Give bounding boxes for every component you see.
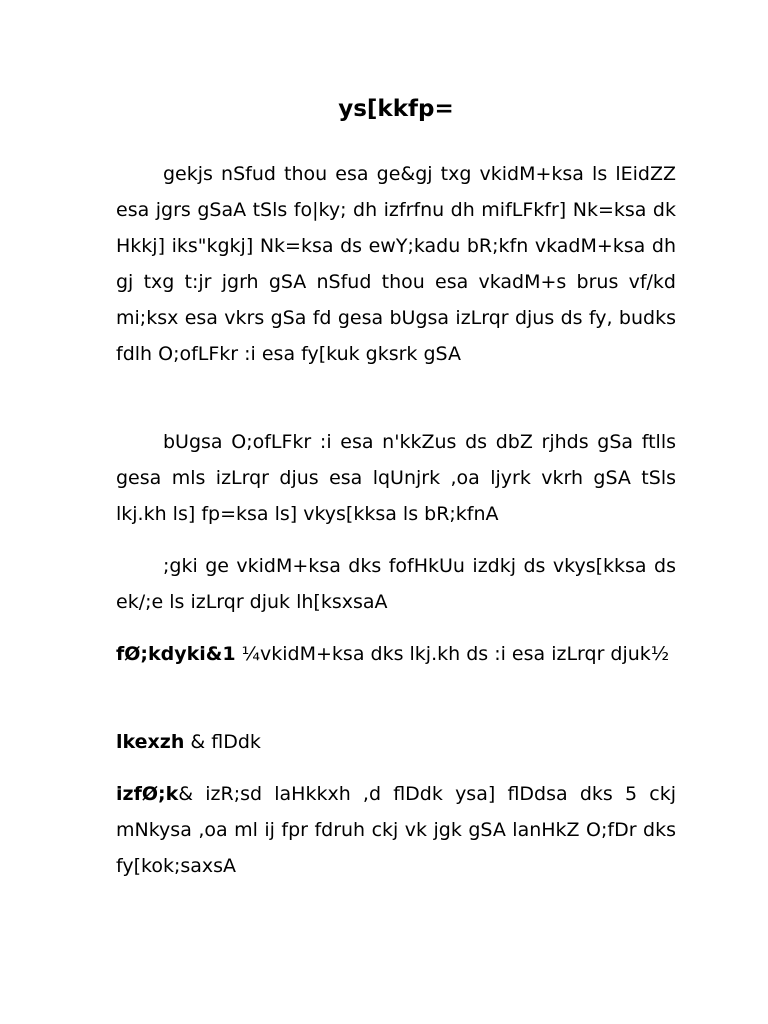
procedure-label: izfØ;k [116, 783, 179, 805]
activity-label: fØ;kdyki&1 [116, 643, 236, 665]
materials-text: & flDdk [184, 731, 261, 753]
materials-label: lkexzh [116, 731, 185, 753]
paragraph-representation: bUgsa O;ofLFkr :i esa n'kkZus ds dbZ rjhds gSa ftlls gesa mls izLrqr djus esa lqUnjrk ,oa ljyrk vkrh gSA tSls lkj.kh ls] fp=ksa ls] vkys[kksa ls bR;kfnA [116, 431, 676, 525]
paragraph-graphs: ;gki ge vkidM+ksa dks fofHkUu izdkj ds vkys[kksa ds ek/;e ls izLrqr djuk lh[ksxsaA [116, 555, 676, 613]
activity-heading [116, 636, 676, 672]
page-title: ys[kkfp= [338, 96, 454, 122]
paragraph-intro: gekjs nSfud thou esa ge&gj txg vkidM+ksa ls lEidZZ esa jgrs gSaA tSls fo|ky; dh izfrfnu dh mifLFkfr] Nk=ksa dk Hkkj] iks"kgkj] Nk=ksa ds ewY;kadu bR;kfn vkadM+ksa dh gj txg t:jr jgrh gSA nSfud thou esa vkadM+s brus vf/kd mi;ksx esa vkrs gSa fd gesa bUgsa izLrqr djus ds fy, budks fdlh O;ofLFkr :i esa fy[kuk gksrk gSA [116, 163, 676, 365]
procedure-text: & izR;sd laHkkxh ,d flDdk ysa] flDdsa dks 5 ckj mNkysa ,oa ml ij fpr fdruh ckj vk jgk gSA lanHkZ O;fDr dks fy[kok;saxsA [116, 783, 676, 877]
activity-text: ¼vkidM+ksa dks lkj.kh ds :i esa izLrqr djuk½ [235, 643, 670, 665]
materials-line [116, 724, 676, 760]
procedure-paragraph [116, 776, 676, 884]
